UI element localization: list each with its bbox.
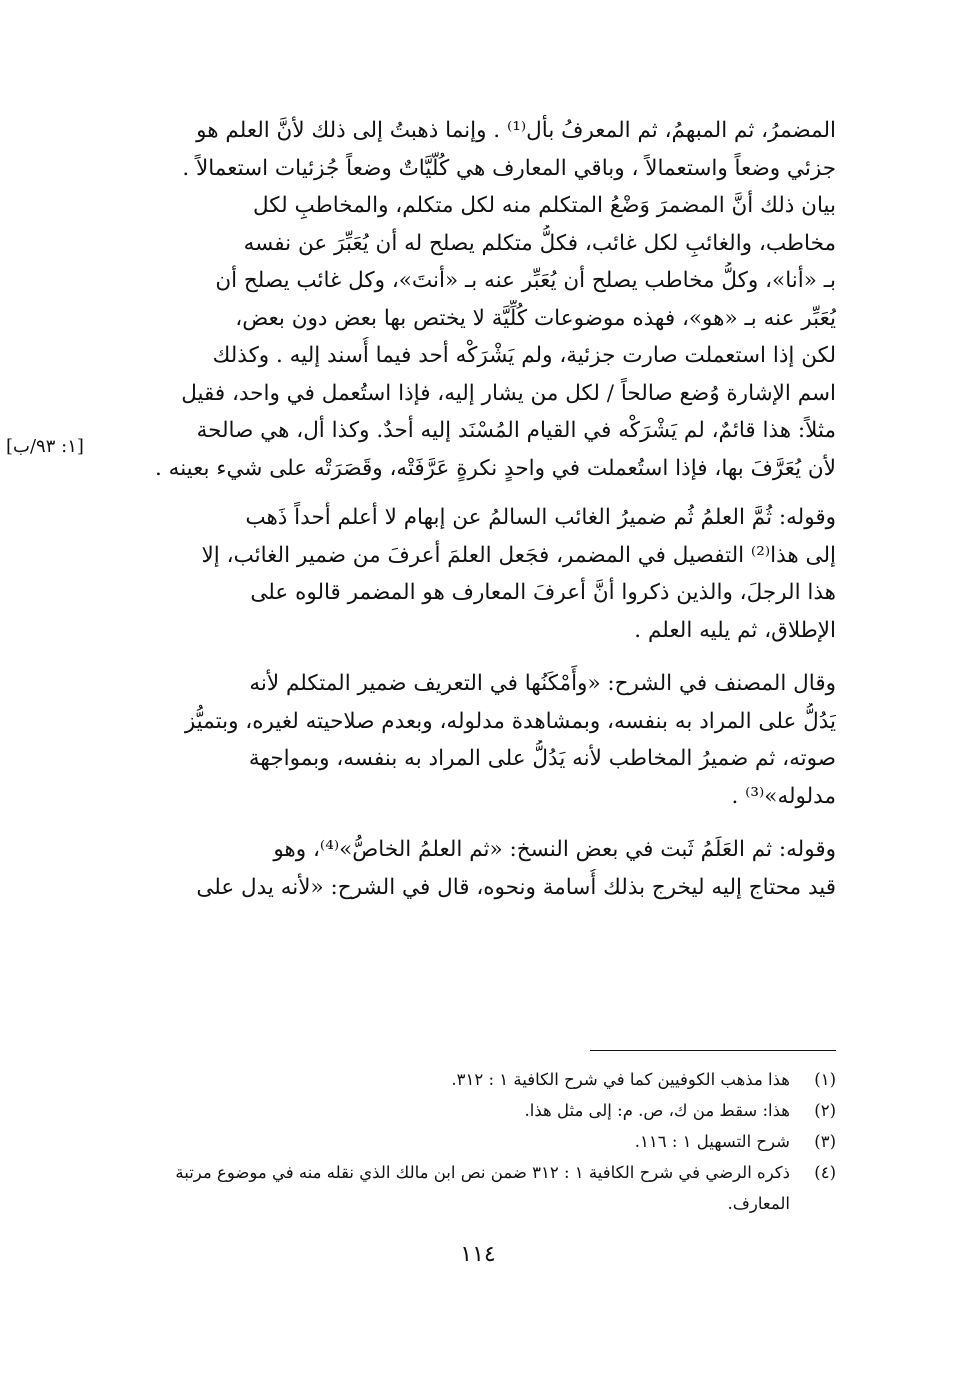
text-line: إلى هذا⁽²⁾ التفصيل في المضمر، فجَعل العلمَ أعرفَ من ضمير الغائب، إلا (201, 542, 836, 568)
footnote-text: هذا: سقط من ك، ص. م: إلى مثل هذا. (524, 1101, 790, 1120)
text-line: مثلاً: هذا قائمٌ، لم يَشْرَكْه في القيام المُسْنَد إليه أحدٌ. وكذا أل، هي صالحة (196, 418, 836, 443)
main-text (118, 112, 836, 922)
footnote-divider (590, 1050, 836, 1051)
text-line: هذا الرجلَ، والذين ذكروا أنَّ أعرفَ المعارف هو المضمر قالوه على (250, 580, 836, 605)
text-line: مخاطب، والغائبِ لكل غائب، فكلُّ متكلم يصلح له أن يُعَبِّرَ عن نفسه (243, 230, 836, 256)
text-line: وقوله: ثُمَّ العلمُ ثُم ضميرُ الغائب السالمُ عن إبهام لا أعلم أحداً ذَهب (245, 505, 836, 530)
footnote-number: (١) (814, 1070, 836, 1089)
footnote-number: (٤) (814, 1163, 836, 1182)
paragraph (118, 831, 836, 906)
manuscript-folio-note: [١: ٩٣/ب] (6, 436, 84, 457)
page-number: ١١٤ (460, 1242, 496, 1267)
footnote-number: (٣) (814, 1132, 836, 1151)
text-line: وقوله: ثم العَلَمُ ثَبت في بعض النسخ: «ثم العلمُ الخاصُّ»⁽⁴⁾، وهو (273, 837, 836, 862)
text-line: لكن إذا استعملت صارت جزئية، ولم يَشْرَكْه أحد فيما أُسند إليه . وكذلك (212, 343, 836, 368)
paragraph (118, 665, 836, 815)
footnote (118, 1126, 836, 1157)
footnote-number: (٢) (814, 1101, 836, 1120)
footnote (118, 1095, 836, 1126)
text-line: وقال المصنف في الشرح: «وأَمْكَنُها في التعريف ضمير المتكلم لأنه (249, 671, 836, 696)
footnotes (118, 1064, 836, 1219)
footnote (118, 1157, 836, 1219)
footnote-text: هذا مذهب الكوفيين كما في شرح الكافية ١ : ٣١٢. (451, 1070, 790, 1089)
paragraph (118, 112, 836, 487)
text-line: يُعَبِّر عنه بـ «هو»، فهذه موضوعات كُلِّيَّة لا يختص بها بعض دون بعض، (235, 305, 836, 331)
text-line: اسم الإشارة وُضع صالحاً / لكل من يشار إليه، فإذا استُعمل في واحد، فقيل (181, 380, 836, 406)
text-line: جزئي وضعاً واستعمالاً ، وباقي المعارف هي كُلّيَّاتٌ وضعاً جُزئيات استعمالاً . (182, 155, 836, 181)
text-line: يَدُلُّ على المراد به بنفسه، وبمشاهدة مدلوله، وبعدم صلاحيته لغيره، وبتميُّز (184, 708, 836, 734)
footnote-text: شرح التسهيل ١ : ١١٦. (634, 1132, 790, 1151)
text-line: لأن يُعَرَّفَ بها، فإذا استُعملت في واحدٍ نكرةٍ عَرَّفَتْه، وقَصَرَتْه على شيء بعينه . (155, 455, 836, 481)
text-line: قيد محتاج إليه ليخرج بذلك أُسامة ونحوه، قال في الشرح: «لأنه يدل على (196, 874, 836, 900)
text-line: بـ «أنا»، وكلُّ مخاطب يصلح أن يُعَبِّر عنه بـ «أنتَ»، وكل غائب يصلح أن (215, 268, 836, 293)
text-line: صوته، ثم ضميرُ المخاطب لأنه يَدُلُّ على المراد به بنفسه، وبمواجهة (248, 746, 836, 771)
text-line: الإطلاق، ثم يليه العلم . (634, 617, 836, 643)
footnote (118, 1064, 836, 1095)
text-line: مدلوله»⁽³⁾ . (731, 783, 836, 809)
text-line: المضمرُ، ثم المبهمُ، ثم المعرفُ بأل⁽¹⁾ . وإنما ذهبتُ إلى ذلك لأنَّ العلم هو (196, 118, 836, 143)
footnote-text: ذكره الرضي في شرح الكافية ١ : ٣١٢ ضمن نص ابن مالك الذي نقله منه في موضوع مرتبة المعارف. (175, 1163, 790, 1213)
text-line: بيان ذلك أنَّ المضمرَ وَضْعُ المتكلم منه لكل متكلم، والمخاطبِ لكل (252, 193, 836, 218)
paragraph (118, 499, 836, 649)
